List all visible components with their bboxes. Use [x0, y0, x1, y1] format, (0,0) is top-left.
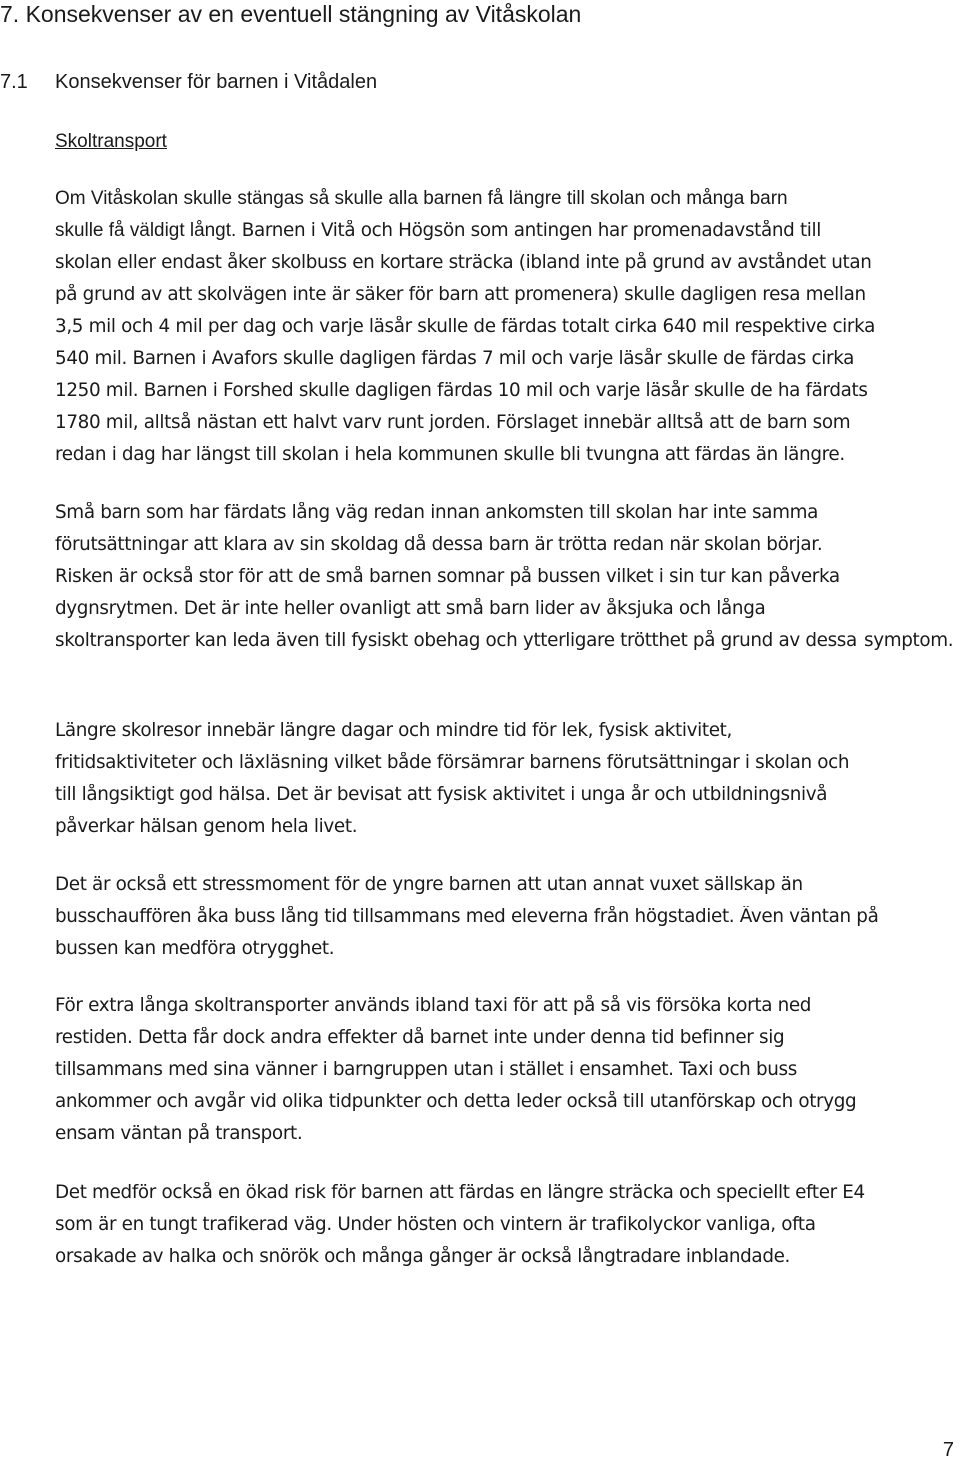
- intro-line-2: skulle få väldigt långt.: [55, 220, 237, 241]
- text-line: Risken är också stor för att de små barnen somnar på bussen vilket i sin tur kan påverka: [55, 566, 840, 587]
- text-line: Små barn som har färdats lång väg redan innan ankomsten till skolan har inte samma: [55, 502, 819, 523]
- text-line: 3,5 mil och 4 mil per dag och varje läsår skulle de färdas totalt cirka 640 mil respektive cirka: [55, 316, 875, 337]
- text-line-segment: Barnen i Vitå och Högsön som antingen har promenadavstånd till: [236, 220, 822, 241]
- subsection-heading: Skoltransport: [55, 131, 167, 152]
- text-line: dygnsrytmen. Det är inte heller ovanligt att små barn lider av åksjuka och långa: [55, 598, 766, 619]
- text-line: Det medför också en ökad risk för barnen att färdas en längre sträcka och speciellt efter E4: [55, 1182, 865, 1203]
- text-line: tillsammans med sina vänner i barngruppen utan i stället i ensamhet. Taxi och buss: [55, 1059, 797, 1080]
- paragraph-3: [55, 715, 960, 843]
- text-line: symptom.: [864, 630, 954, 651]
- text-line: busschauffören åka buss lång tid tillsammans med eleverna från högstadiet. Även väntan på: [55, 906, 879, 927]
- text-line: ankommer och avgår vid olika tidpunkter och detta leder också till utanförskap och otrygg: [55, 1091, 857, 1112]
- text-line: på grund av att skolvägen inte är säker för barn att promenera) skulle dagligen resa mellan: [55, 284, 866, 305]
- text-line: 540 mil. Barnen i Avafors skulle dagligen färdas 7 mil och varje läsår skulle de färdas cirka: [55, 348, 855, 369]
- text-line: 1780 mil, alltså nästan ett halvt varv runt jorden. Förslaget innebär alltså att de barn som: [55, 412, 851, 433]
- text-line: skoltransporter kan leda även till fysiskt obehag och ytterligare trötthet på grund av dessa: [55, 630, 857, 651]
- text-line: skolan eller endast åker skolbuss en kortare sträcka (ibland inte på grund av avståndet utan: [55, 252, 872, 273]
- paragraph-5: [55, 990, 960, 1150]
- section-heading: [0, 69, 377, 95]
- text-line: fritidsaktiviteter och läxläsning vilket både försämrar barnens förutsättningar i skolan och: [55, 752, 850, 773]
- text-line: Längre skolresor innebär längre dagar och mindre tid för lek, fysisk aktivitet,: [55, 720, 732, 741]
- section-title: Konsekvenser för barnen i Vitådalen: [55, 71, 378, 93]
- text-line: För extra långa skoltransporter används ibland taxi för att på så vis försöka korta ned: [55, 995, 812, 1016]
- text-line: Det är också ett stressmoment för de yngre barnen att utan annat vuxet sällskap än: [55, 874, 803, 895]
- text-line: till långsiktigt god hälsa. Det är bevisat att fysisk aktivitet i unga år och utbildningsnivå: [55, 784, 828, 805]
- text-line: påverkar hälsan genom hela livet.: [55, 816, 358, 837]
- text-line: förutsättningar att klara av sin skoldag då dessa barn är trötta redan när skolan börjar.: [55, 534, 823, 555]
- page-number: 7: [942, 1439, 954, 1461]
- paragraph-6: [55, 1177, 960, 1273]
- intro-line-1: [55, 183, 955, 215]
- text-line: redan i dag har längst till skolan i hela kommunen skulle bli tvungna att färdas än längre.: [55, 444, 845, 465]
- text-line: orsakade av halka och snörök och många gånger är också långtradare inblandade.: [55, 1246, 791, 1267]
- text-line: [55, 215, 821, 247]
- text-line: restiden. Detta får dock andra effekter då barnet inte under denna tid befinner sig: [55, 1027, 785, 1048]
- text-line: bussen kan medföra otrygghet.: [55, 938, 335, 959]
- paragraph-1: [55, 215, 960, 471]
- section-number: 7.1: [0, 71, 28, 93]
- paragraph-2: [55, 497, 960, 657]
- text-line: Om Vitåskolan skulle stängas så skulle alla barnen få längre till skolan och många barn: [55, 188, 788, 209]
- text-line: som är en tungt trafikerad väg. Under hösten och vintern är trafikolyckor vanliga, ofta: [55, 1214, 816, 1235]
- text-line: 1250 mil. Barnen i Forshed skulle dagligen färdas 10 mil och varje läsår skulle de ha färdats: [55, 380, 868, 401]
- text-line: ensam väntan på transport.: [55, 1123, 303, 1144]
- paragraph-4: [55, 869, 960, 965]
- chapter-heading: 7. Konsekvenser av en eventuell stängning av Vitåskolan: [0, 1, 582, 27]
